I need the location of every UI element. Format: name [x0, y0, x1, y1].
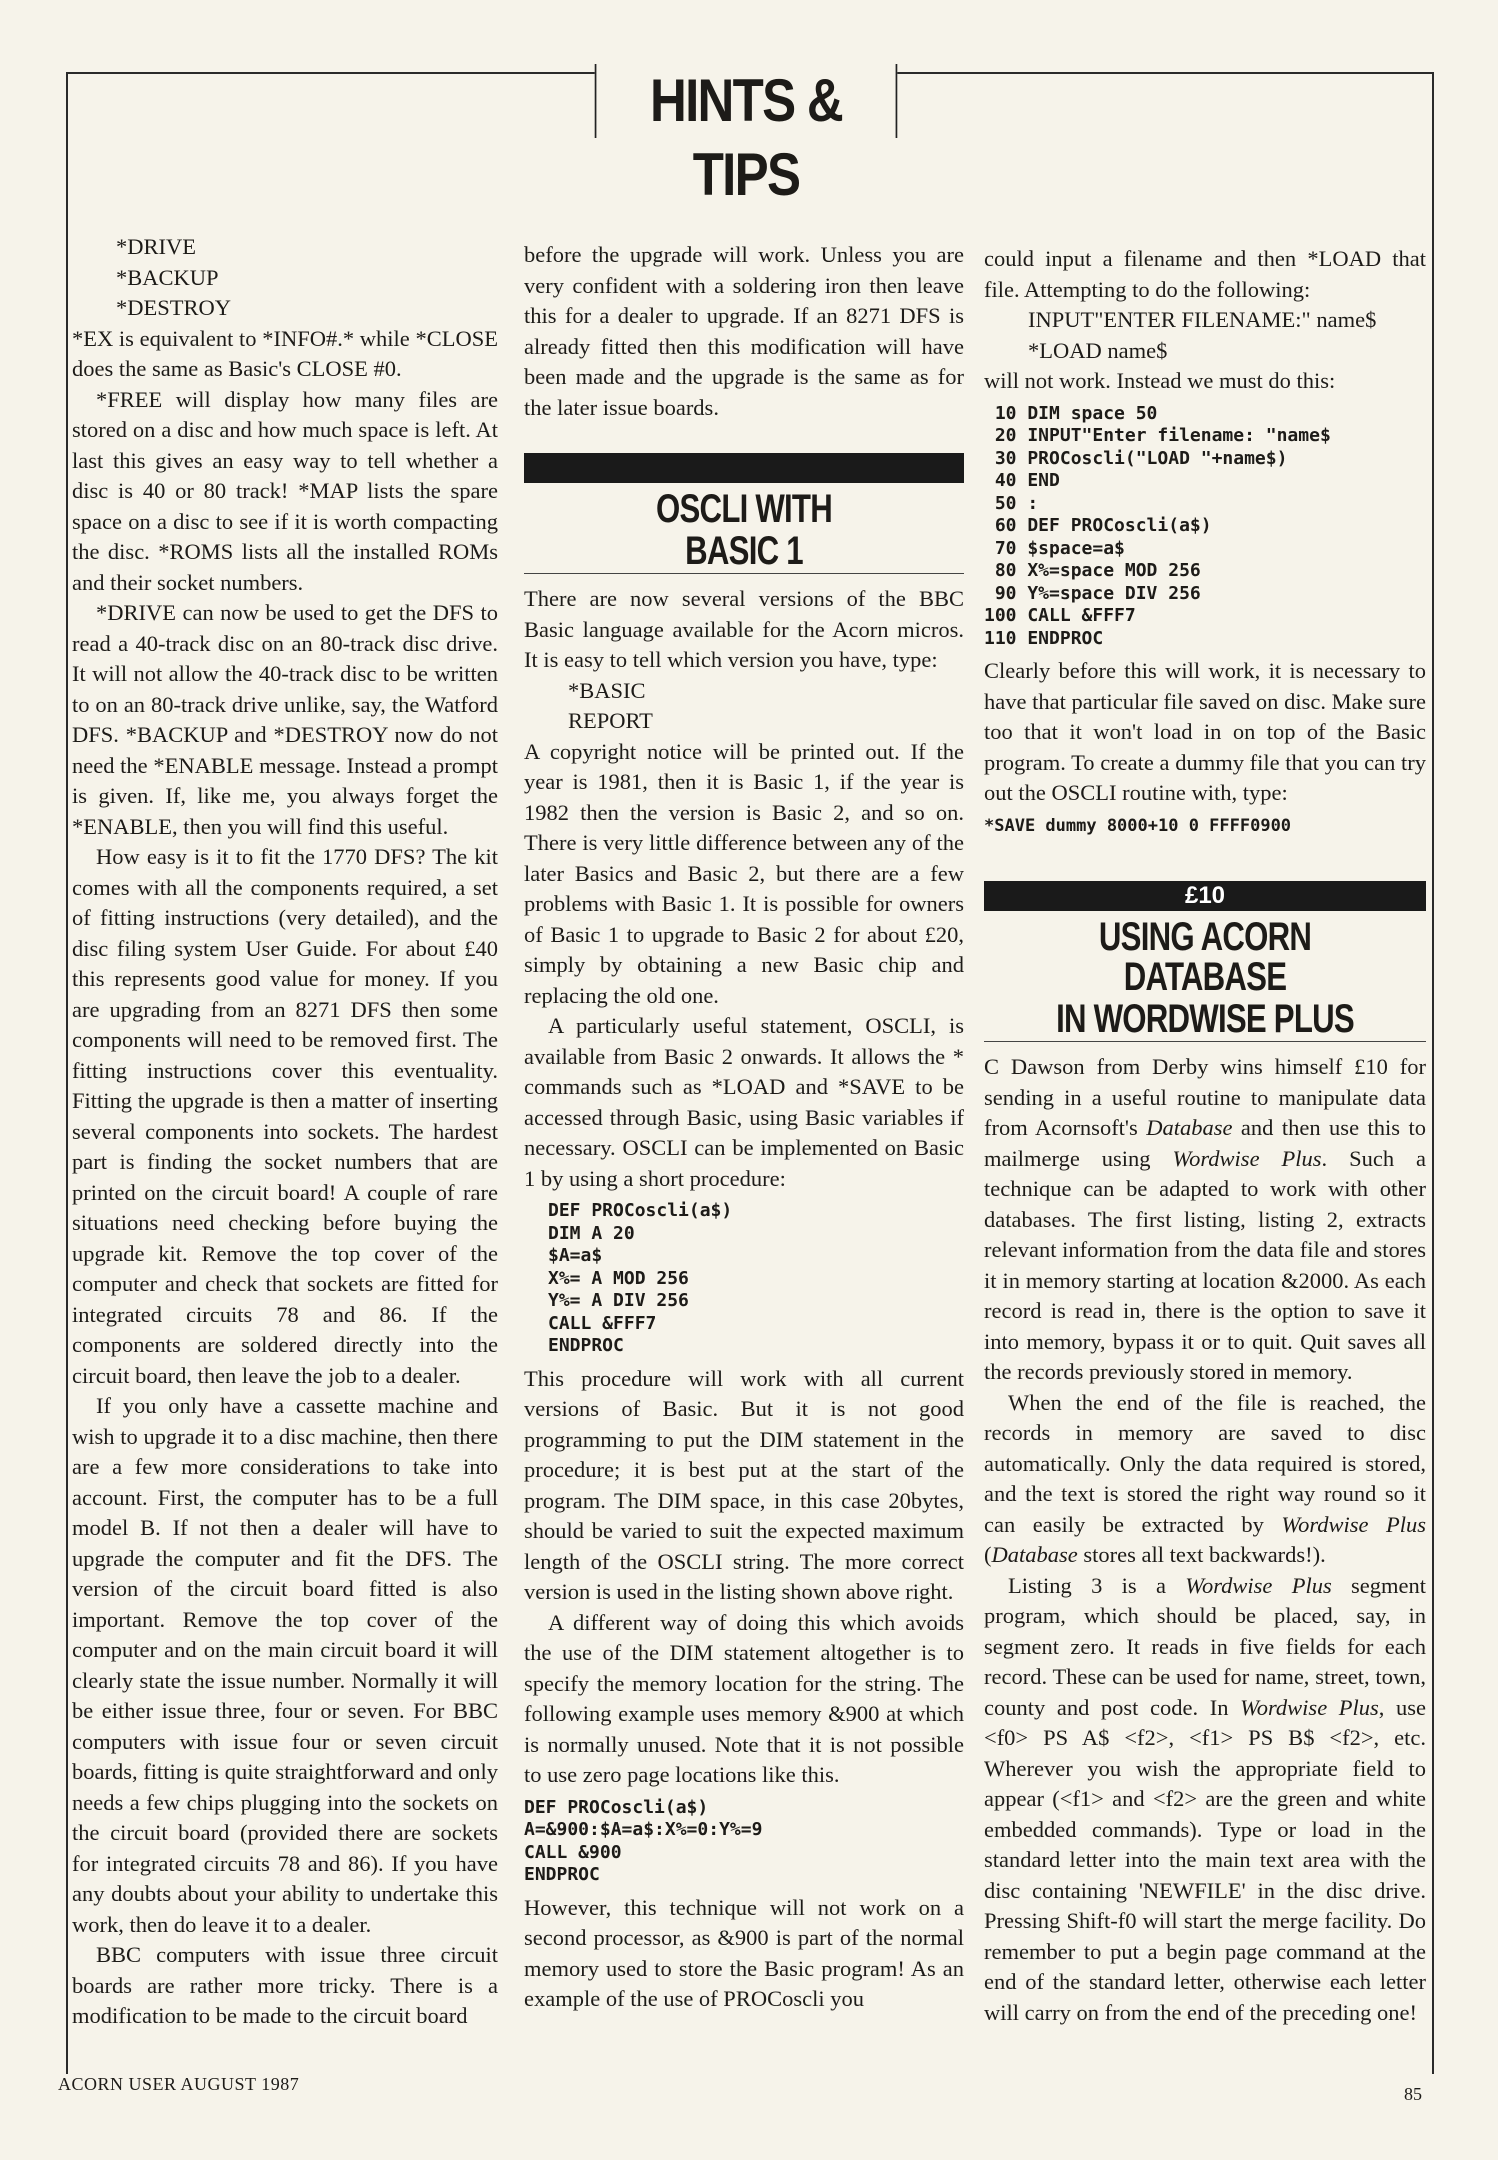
code-listing: 10 DIM space 50 20 INPUT"Enter filename: "name$ 30 PROCoscli("LOAD "+name$) 40 END 50 : 60 DEF PROCoscli(a$) 70 $space=a$ 80 X%=space MOD 256 90 Y%=space DIV 256 100 CALL &FFF7 110 ENDPROC — [984, 402, 1331, 649]
paragraph: before the upgrade will work. Unless you are very confident with a soldering iron then leave this for a dealer to upgrade. If an 8271 DFS is already fitted then this modification will have been made and the upgrade is the same as for the later issue boards. — [524, 242, 964, 420]
paragraph: C Dawson from Derby wins himself £10 for sending in a useful routine to manipulate data from Acornsoft's Database and then use this to mailmerge using Wordwise Plus. Such a technique can be adapted to work with other databases. The first listing, listing 2, extracts relevant information from the data file and stores it in memory starting at location &2000. As each record is read in, there is the option to save it into memory, bypass it or to quit. Quit saves all the records previously stored in memory. — [984, 1054, 1426, 1384]
command-line: INPUT"ENTER FILENAME:" name$ — [1028, 307, 1377, 332]
command-line: *LOAD name$ — [1028, 337, 1168, 363]
paragraph: *FREE will display how many files are stored on a disc and how much space is left. At last this gives an easy way to tell whether a disc is 40 or 80 track! *MAP lists the spare space on a disc to see if it is worth compacting the disc. *ROMS lists all the installed ROMs and their socket numbers. — [72, 386, 498, 595]
code-listing: DEF PROCoscli(a$) DIM A 20 $A=a$ X%= A MOD 256 Y%= A DIV 256 CALL &FFF7 ENDPROC — [548, 1200, 733, 1356]
list-item: *BACKUP — [116, 264, 219, 290]
command-line: *BASIC — [568, 677, 646, 703]
paragraph: A copyright notice will be printed out. If the year is 1981, then it is Basic 1, if the year is 1982 then the version is Basic 2, and so on. There is very little difference between any of the later Basics and Basic 2, but there are a few problems with Basic 1. It is possible for owners of Basic 1 to upgrade to Basic 2 for about £20, simply by obtaining a new Basic chip and replacing the old one. — [524, 738, 964, 1008]
prize-badge: £10 — [984, 881, 1426, 911]
paragraph: When the end of the file is reached, the records in memory are saved to disc automatically. Only the data required is stored, and the text is stored the right way round so it can easily be extracted by Wordwise Plus (Database stores all text backwards!). — [984, 1389, 1426, 1567]
article-headline: OSCLI WITH — [656, 487, 832, 531]
list-item: *DRIVE — [116, 234, 196, 259]
paragraph: Listing 3 is a Wordwise Plus segment program, which should be placed, say, in segment zero. It reads in five fields for each record. These can be used for name, street, town, county and post code. In Wordwise Plus, use <f0> PS A$ <f2>, <f1> PS B$ <f2>, etc. Wherever you wish the appropriate field to appear (<f1> and <f2> are the green and white embedded commands). Type or load in the standard letter into the main text area with the disc containing 'NEWFILE' in the disc drive. Pressing Shift-f0 will start the merge facility. Do remember to put a begin page command at the end of the standard letter, otherwise each letter will carry on from the end of the preceding one! — [984, 1572, 1427, 2025]
paragraph: will not work. Instead we must do this: — [984, 368, 1336, 393]
article-headline: USING ACORN DATABASE — [1098, 915, 1312, 999]
paragraph: *EX is equivalent to *INFO#.* while *CLOSE does the same as Basic's CLOSE #0. — [72, 325, 498, 381]
command-line: REPORT — [568, 708, 653, 733]
column-1 — [72, 232, 498, 2032]
code-listing: DEF PROCoscli(a$) A=&900:$A=a$:X%=0:Y%=9 CALL &900 ENDPROC — [524, 1796, 763, 1885]
paragraph: A different way of doing this which avoids the use of the DIM statement altogether is to specify the memory location for the string. The following example uses memory &900 at which is normally unused. Note that it is not possible to use zero page locations like this. — [524, 1609, 964, 1787]
article-headline: IN WORDWISE PLUS — [1056, 997, 1354, 1041]
article-headline: BASIC 1 — [685, 529, 803, 573]
paragraph: However, this technique will not work on a second processor, as &900 is part of the normal memory used to store the Basic program! As an example of the use of PROCoscli you — [524, 1894, 964, 2011]
paragraph: BBC computers with issue three circuit boards are rather more tricky. There is a modification to be made to the circuit board — [72, 1942, 498, 2028]
divider — [984, 1041, 1426, 1042]
section-title: HINTS & TIPS — [595, 64, 898, 138]
paragraph: There are now several versions of the BBC Basic language available for the Acorn micros. It is easy to tell which version you have, type: — [524, 586, 964, 672]
paragraph: *DRIVE can now be used to get the DFS to read a 40-track disc on an 80-track disc drive. It will not allow the 40-track disc to be written to on an 80-track drive unlike, say, the Watford DFS. *BACKUP and *DESTROY now do not need the *ENABLE message. Instead a prompt is given. If, like me, you always forget the *ENABLE, then you will find this useful. — [72, 600, 498, 839]
list-item: *DESTROY — [116, 295, 232, 320]
paragraph: This procedure will work with all current versions of Basic. But it is not good programming to put the DIM statement in the procedure; it is best put at the start of the program. The DIM space, in this case 20bytes, should be varied to suit the expected maximum length of the OSCLI string. The more correct version is used in the listing shown above right. — [524, 1365, 964, 1604]
code-listing: *SAVE dummy 8000+10 0 FFFF0900 — [984, 815, 1292, 836]
paragraph: Clearly before this will work, it is necessary to have that particular file saved on disc. Make sure too that it won't load in on top of the Basic program. To create a dummy file that you can try out the OSCLI routine with, type: — [984, 658, 1426, 805]
column-2 — [524, 240, 964, 2015]
divider — [524, 573, 964, 574]
column-3 — [984, 244, 1426, 2028]
paragraph: How easy is it to fit the 1770 DFS? The kit comes with all the components required, a set of fitting instructions (very detailed), and the disc filing system User Guide. For about £40 this represents good value for money. If you are upgrading from an 8271 DFS then some components will need to be removed first. The fitting instructions cover this eventuality. Fitting the upgrade is then a matter of inserting several components into sockets. The hardest part is finding the socket numbers that are printed on the circuit board! A couple of rare situations need checking before buying the upgrade kit. Remove the top cover of the computer and check that sockets are fitted for integrated circuits 78 and 86. If the components are soldered directly into the circuit board, then leave the job to a dealer. — [72, 844, 498, 1388]
paragraph: A particularly useful statement, OSCLI, is available from Basic 2 onwards. It allows the * commands such as *LOAD and *SAVE to be accessed through Basic, using Basic variables if necessary. OSCLI can be implemented on Basic 1 by using a short procedure: — [524, 1013, 964, 1191]
section-bar — [524, 453, 964, 483]
magazine-footer: ACORN USER AUGUST 1987 — [58, 2074, 300, 2094]
page-number: 85 — [1404, 2084, 1422, 2104]
paragraph: could input a filename and then *LOAD that file. Attempting to do the following: — [984, 246, 1426, 302]
paragraph: If you only have a cassette machine and wish to upgrade it to a disc machine, then there are a few more considerations to take into account. First, the computer has to be a full model B. If not then a dealer will have to upgrade the computer and fit the DFS. The version of the circuit board fitted is also important. Remove the top cover of the computer and on the main circuit board it will clearly state the issue number. Normally it will be either issue three, four or seven. For BBC computers with issue four or seven circuit boards, fitting is quite straightforward and only needs a few chips plugging into the sockets on the circuit board (provided there are sockets for integrated circuits 78 and 86). If you have any doubts about your ability to undertake this work, then do leave it to a dealer. — [72, 1393, 498, 1937]
